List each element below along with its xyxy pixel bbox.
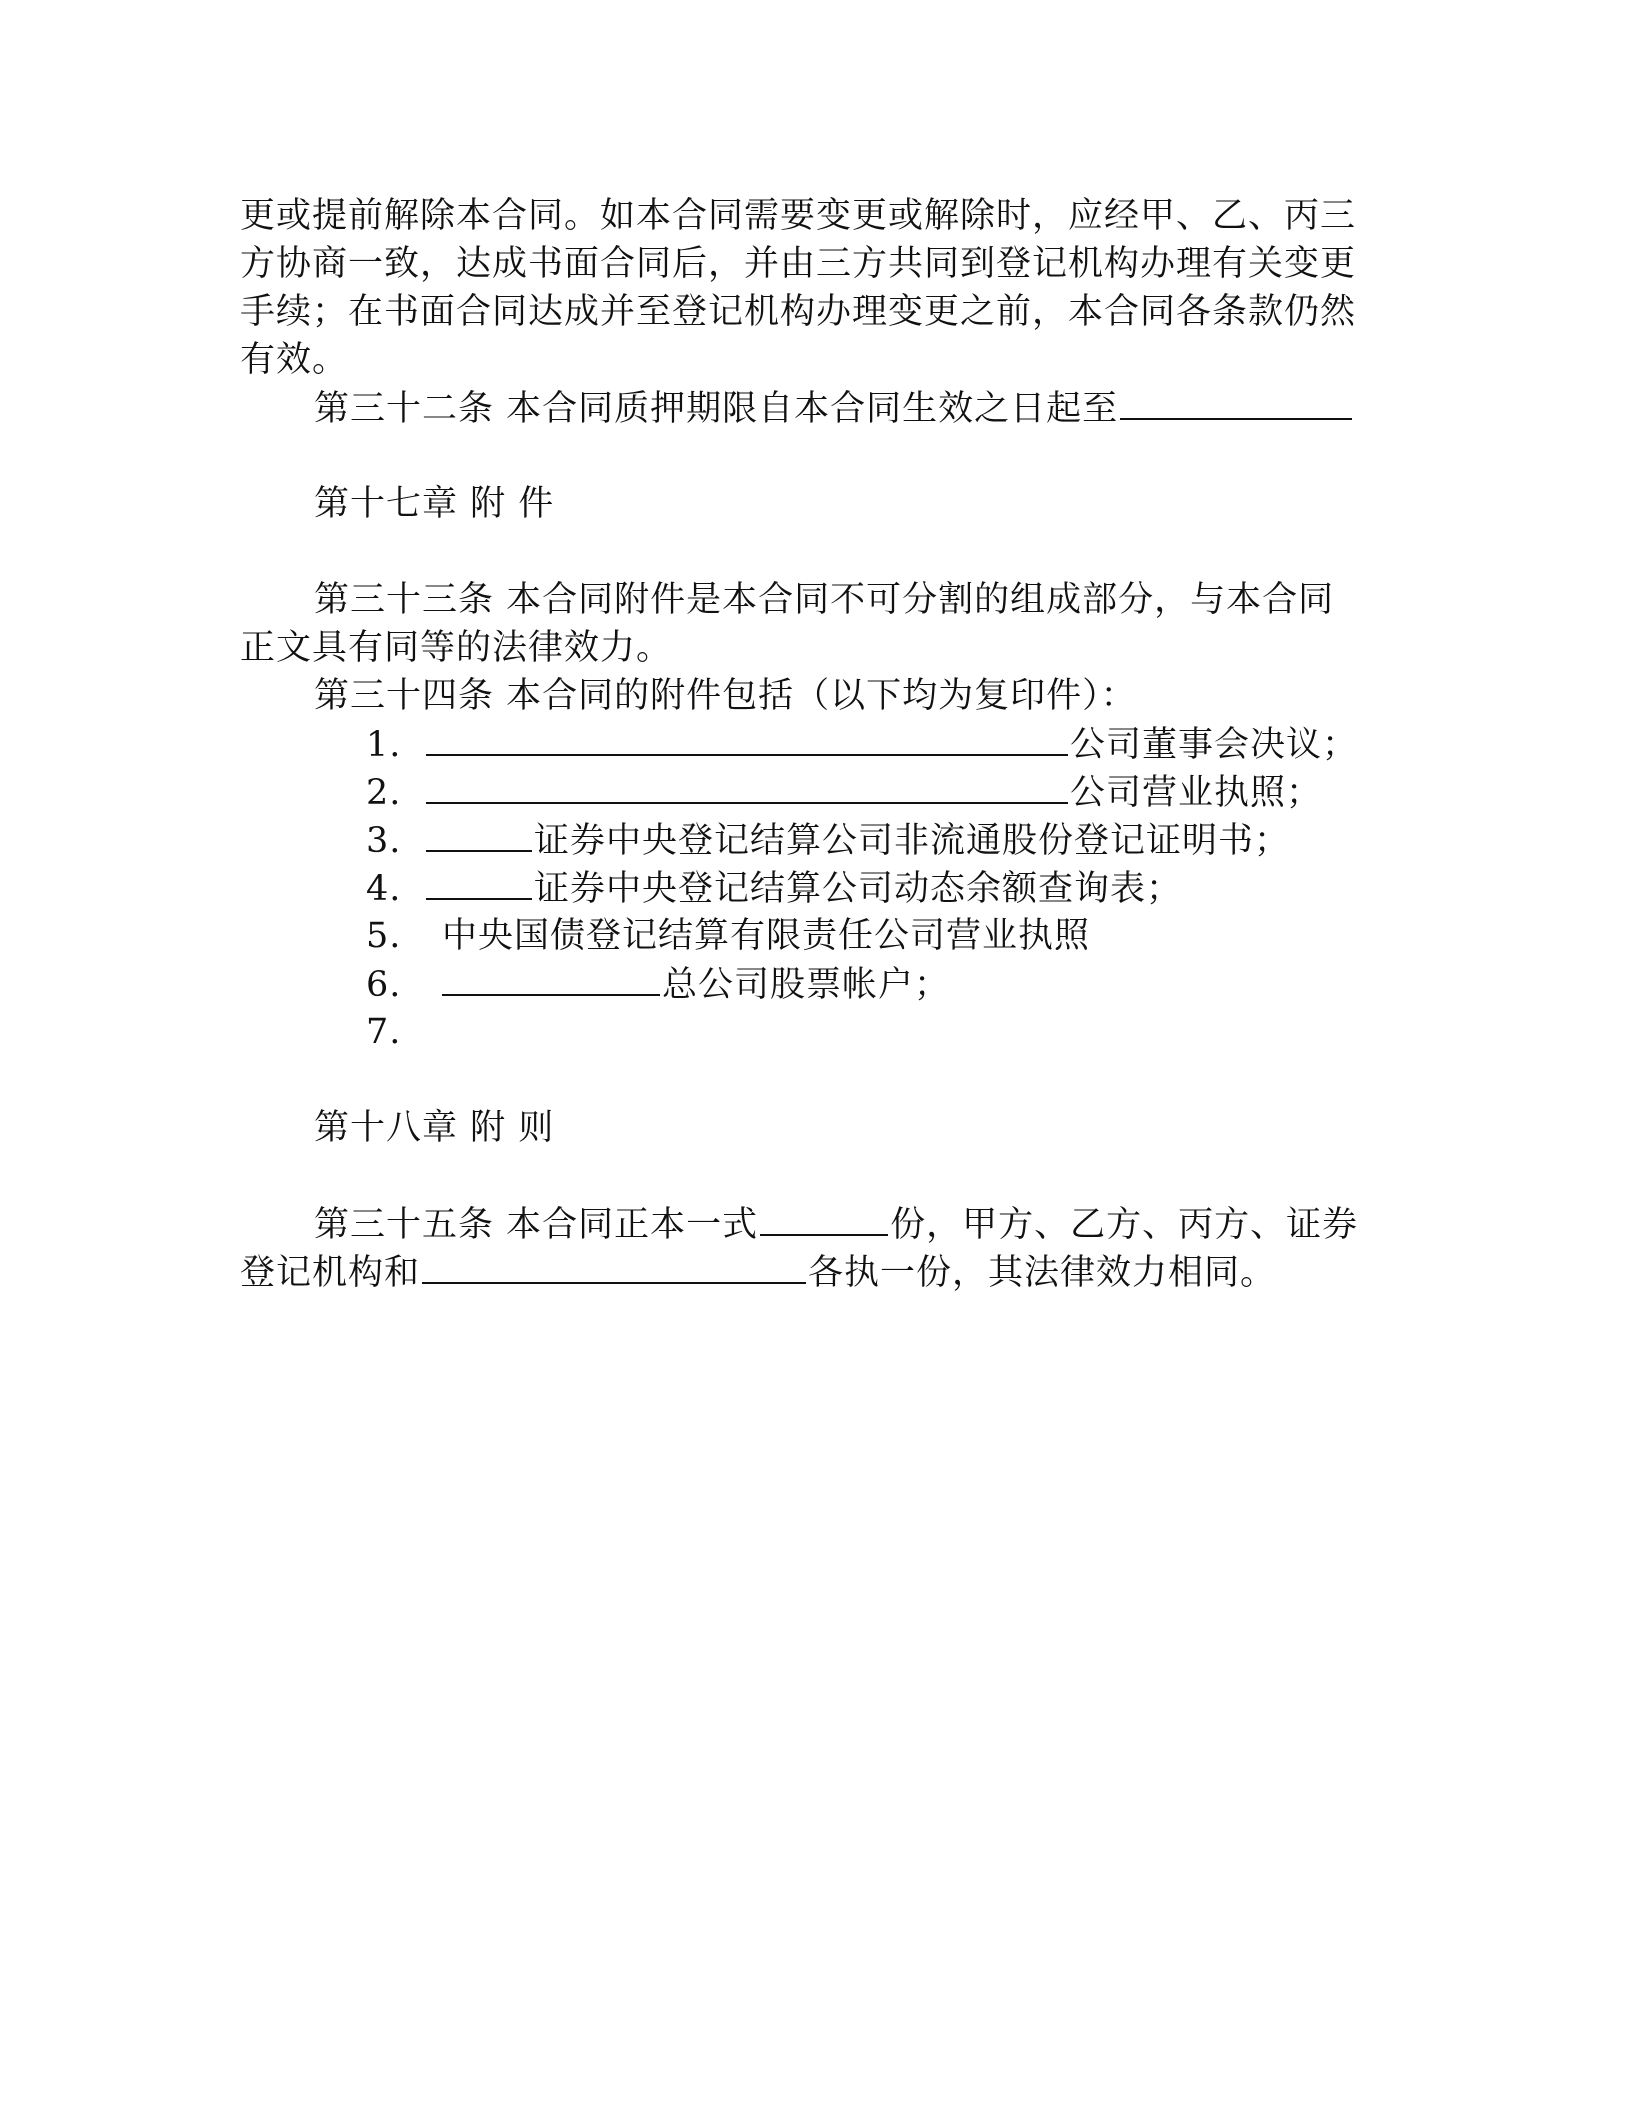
attachment-number: 5. [366,916,402,956]
blank-field [442,960,660,996]
chapter-18-heading: 第十八章 附 则 [314,1108,555,1148]
article-35-text: 第三十五条 本合同正本一式 [314,1205,759,1245]
attachment-number: 6. [366,965,402,1005]
article-34: 第三十四条 本合同的附件包括（以下均为复印件）： [314,676,1137,716]
article-33-line: 第三十三条 本合同附件是本合同不可分割的组成部分，与本合同 [314,580,1335,620]
blank-field [1120,384,1352,420]
attachment-item [366,912,1516,960]
attachment-item [366,1008,1516,1056]
attachment-number: 2. [366,773,402,813]
attachment-item [366,720,1516,769]
blank-field [422,1248,806,1284]
article-35-line [314,1200,1464,1249]
attachment-item [366,960,1516,1009]
attachment-text: 公司董事会决议； [1070,725,1359,765]
article-35-text: 份，甲方、乙方、丙方、证券 [890,1205,1359,1245]
attachment-number: 1. [366,725,402,765]
paragraph-line: 更或提前解除本合同。如本合同需要变更或解除时，应经甲、乙、丙三 [240,196,1357,236]
attachment-number: 3. [366,821,402,861]
attachment-number: 4. [366,869,402,909]
attachment-text: 证券中央登记结算公司动态余额查询表； [534,869,1183,909]
attachment-text: 中央国债登记结算有限责任公司营业执照 [442,916,1091,956]
blank-field [426,768,1068,804]
article-35-text: 登记机构和 [240,1253,421,1293]
blank-field [426,720,1068,756]
attachment-text: 总公司股票帐户； [662,965,951,1005]
article-32-text: 第三十二条 本合同质押期限自本合同生效之日起至 [314,389,1119,429]
blank-field [426,864,532,900]
attachment-item [366,768,1516,817]
attachment-text: 公司营业执照； [1070,773,1323,813]
article-35-text: 各执一份，其法律效力相同。 [808,1253,1277,1293]
chapter-17-heading: 第十七章 附 件 [314,484,555,524]
paragraph-line: 有效。 [240,340,349,380]
paragraph-line: 手续；在书面合同达成并至登记机构办理变更之前，本合同各条款仍然 [240,292,1357,332]
attachment-item [366,864,1516,913]
blank-field [426,816,532,852]
attachment-item [366,816,1516,865]
article-35-line [240,1248,1390,1297]
attachment-text: 证券中央登记结算公司非流通股份登记证明书； [534,821,1291,861]
article-33-line: 正文具有同等的法律效力。 [240,628,673,668]
attachment-number: 7. [366,1012,402,1052]
article-32 [314,384,1464,433]
paragraph-line: 方协商一致，达成书面合同后，并由三方共同到登记机构办理有关变更 [240,244,1357,284]
blank-field [760,1200,888,1236]
